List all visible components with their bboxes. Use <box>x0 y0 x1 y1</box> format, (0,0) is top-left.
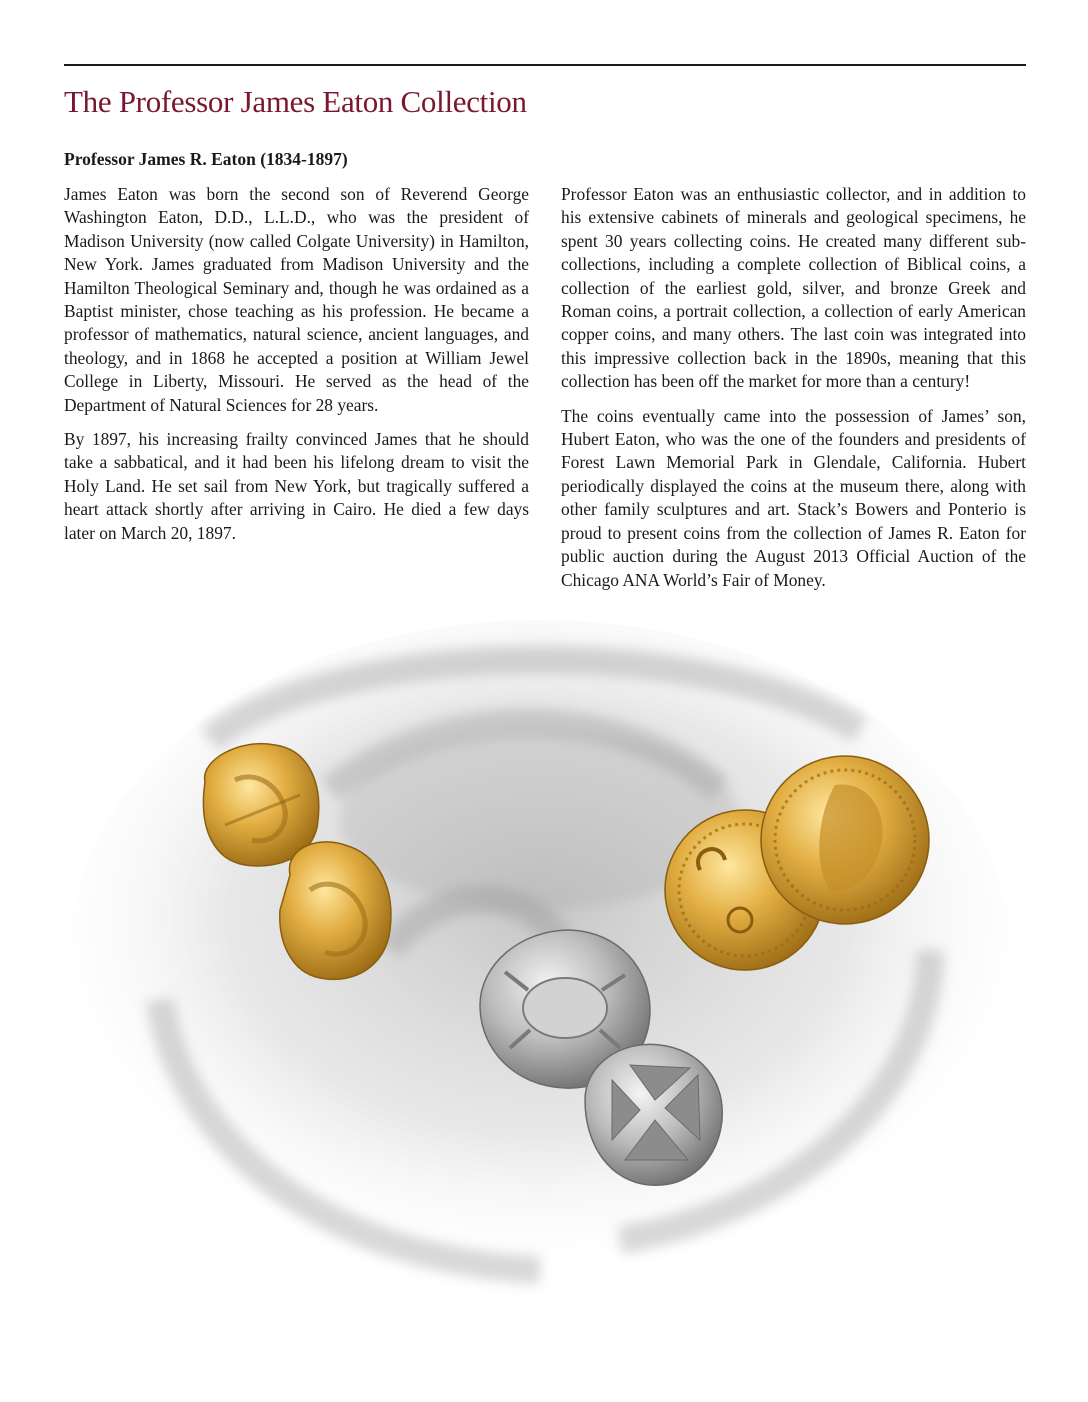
right-column <box>561 183 1026 603</box>
paragraph: James Eaton was born the second son of Reverend George Washington Eaton, D.D., L.L.D., who was the president of Madison University (now called Colgate University) in Hamilton, New York. James graduated from Madison University and the Hamilton Theological Seminary and, though he was ordained as a Baptist minister, chose teaching as his profession. He became a professor of mathematics, natural science, ancient languages, and theology, and in 1868 he accepted a position at William Jewel College in Liberty, Missouri. He served as the head of the Department of Natural Sciences for 28 years. <box>64 184 529 415</box>
gold-coin-right-front <box>761 756 929 924</box>
paragraph: By 1897, his increasing frailty convinced James that he should take a sabbatical, and it had been his lifelong dream to visit the Holy Land. He set sail from New York, but tragically suffered a heart attack shortly after arriving in Cairo. He died a few days later on March 20, 1897. <box>64 429 529 543</box>
section-subheading: Professor James R. Eaton (1834-1897) <box>64 149 348 169</box>
gold-coin-left-bottom <box>280 842 391 980</box>
paragraph: Professor Eaton was an enthusiastic collector, and in addition to his extensive cabinets of minerals and geological specimens, he spent 30 years collecting coins. He created many different sub-collections, including a complete collection of Biblical coins, a collection of the earliest gold, silver, and bronze Greek and Roman coins, a portrait collection, a collection of early American copper coins, and many others. The last coin was integrated into this impressive collection back in the 1890s, meaning that this collection has been off the market for more than a century! <box>561 184 1026 392</box>
paragraph: The coins eventually came into the possession of James’ son, Hubert Eaton, who was the one of the founders and presidents of Forest Lawn Memorial Park in Glendale, California. Hubert periodically displayed the coins at the museum there, along with other family sculptures and art. Stack’s Bowers and Ponterio is proud to present coins from the collection of James R. Eaton for public auction during the August 2013 Official Auction of the Chicago ANA World’s Fair of Money. <box>561 405 1026 590</box>
top-rule <box>64 64 1026 66</box>
coin-illustration <box>0 620 1088 1402</box>
left-column <box>64 183 529 556</box>
page-title: The Professor James Eaton Collection <box>64 84 527 119</box>
gold-coin-left-top <box>203 744 318 866</box>
